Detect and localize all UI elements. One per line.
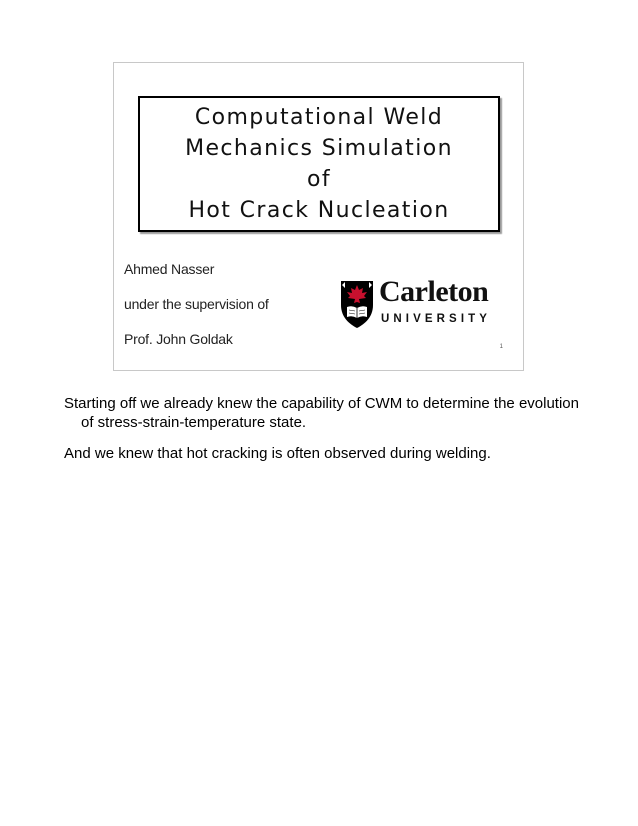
- logo-subtitle: UNIVERSITY: [381, 313, 492, 325]
- slide-title-line-3: of: [306, 167, 331, 192]
- slide-title-box: [138, 96, 500, 232]
- logo-wordmark: Carleton: [379, 275, 489, 308]
- note-paragraph-2: And we knew that hot cracking is often observed during welding.: [64, 445, 491, 462]
- carleton-logo: [339, 275, 509, 335]
- crest-icon: [339, 279, 375, 329]
- slide-title-line-2: Mechanics Simulation: [185, 136, 453, 161]
- slide-thumbnail: [113, 62, 524, 371]
- supervision-label: under the supervision of: [124, 296, 269, 312]
- slide-title-line-1: Computational Weld: [194, 105, 444, 130]
- supervisor-name: Prof. John Goldak: [124, 331, 233, 347]
- speaker-notes: [64, 394, 584, 475]
- author-name: Ahmed Nasser: [124, 261, 215, 277]
- slide-number: 1: [499, 344, 503, 350]
- slide-title-line-4: Hot Crack Nucleation: [188, 198, 450, 223]
- author-block: [124, 259, 269, 364]
- note-paragraph-1: Starting off we already knew the capability of CWM to determine the evolution of stress-strain-temperature state.: [64, 395, 579, 431]
